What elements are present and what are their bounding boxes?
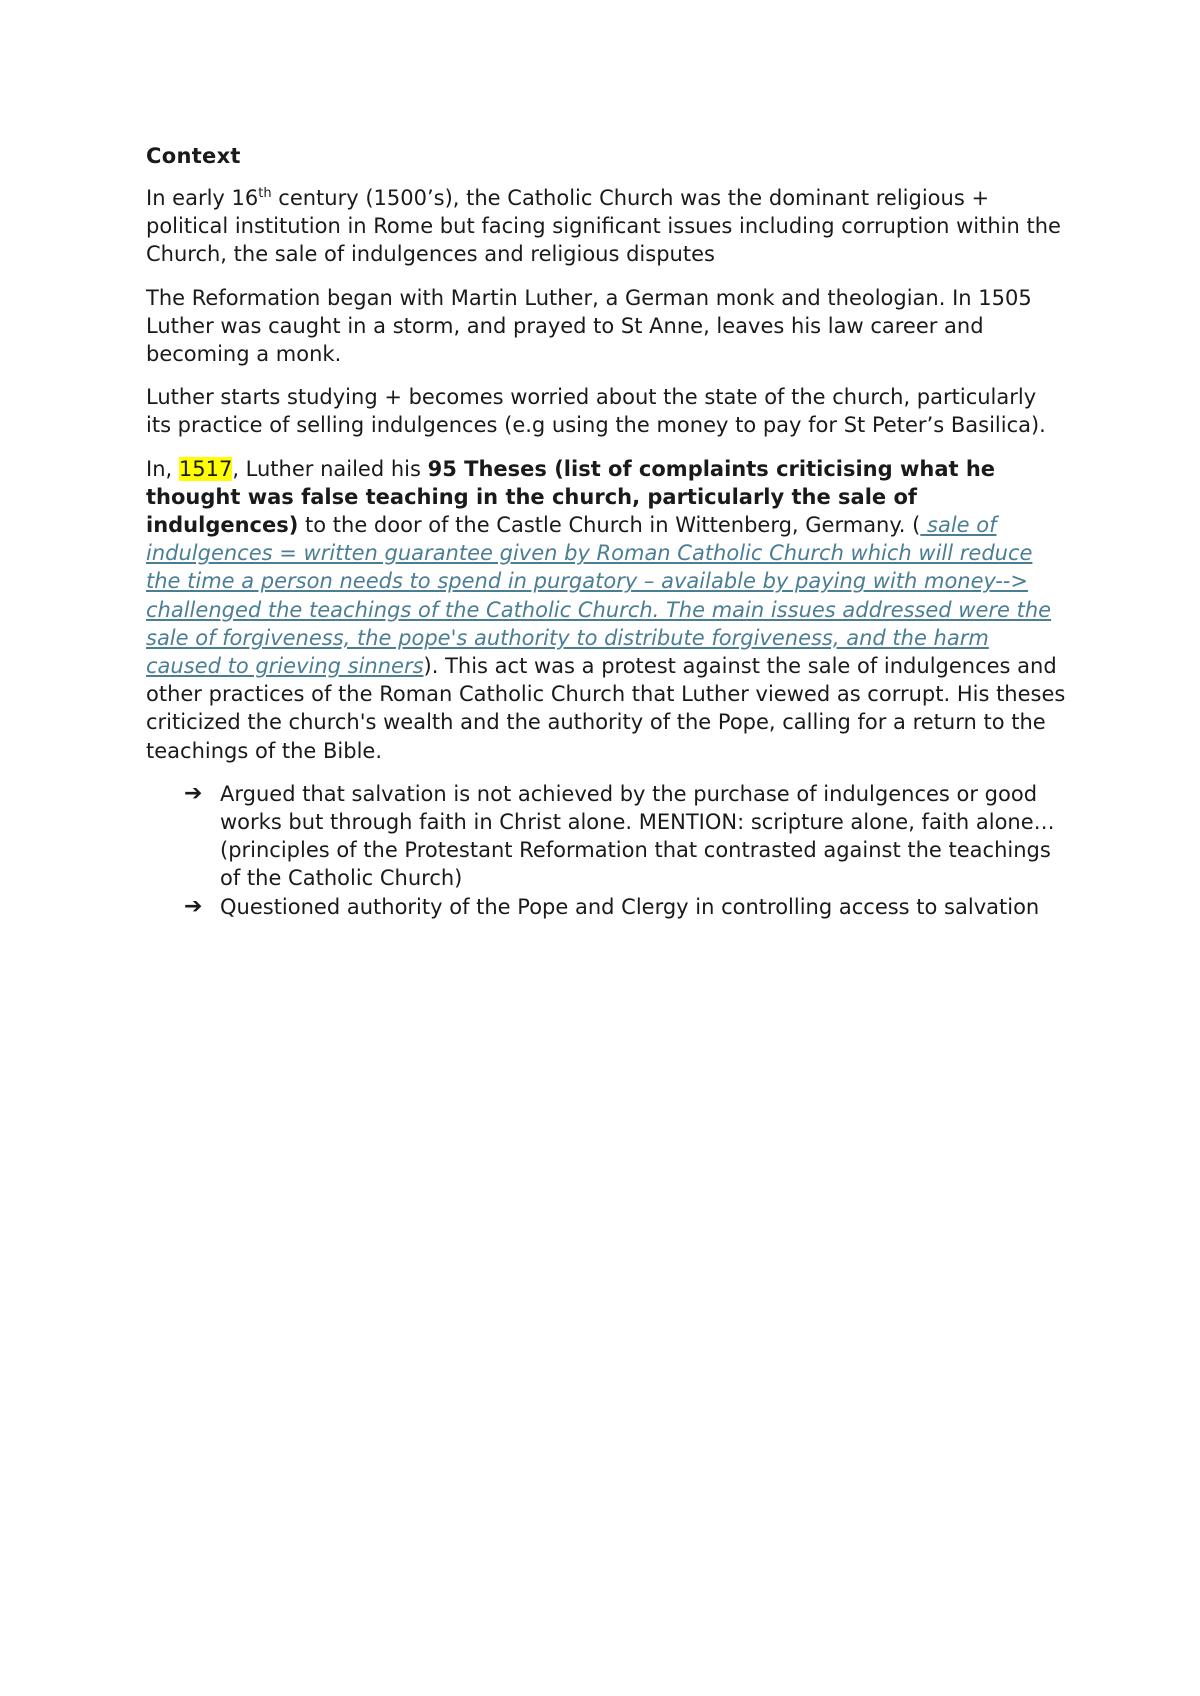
arrow-right-icon: ➔ <box>184 893 203 919</box>
list-item-text: Questioned authority of the Pope and Clergy in controlling access to salvation <box>220 894 1040 919</box>
paragraph-text: ). This act was a protest against the sale of indulgences and other practices of the Roman Catholic Church that Luther viewed as corrupt. His theses criticized the church's wealth and the authority of the Pope, calling for a return to the teachings of the Bible. <box>146 654 1066 763</box>
section-title: Context <box>146 144 241 168</box>
paragraph-text: , Luther nailed his <box>232 456 428 481</box>
paragraph-text: century (1500’s), the Catholic Church was the dominant religious + political institution in Rome but facing significant issues including corruption within the Church, the sale of indulgences and religious disputes <box>146 186 1061 267</box>
list-item-text: Argued that salvation is not achieved by the purchase of indulgences or good works but through faith in Christ alone. MENTION: scripture alone, faith alone… (principles of the Protestant Reformation that contrasted against the teachings of the Catholic Church) <box>220 781 1055 891</box>
annotation-note: sale of indulgences = written guarantee given by Roman Catholic Church which will reduce the time a person needs to spend in purgatory – available by paying with money--> challenged the teachings of the Catholic Church. The main issues addressed were the sale of forgiveness, the pope's authority to distribute forgiveness, and the harm caused to grieving sinners <box>146 513 1052 679</box>
list-item <box>184 893 1066 921</box>
superscript-ordinal: th <box>258 186 272 201</box>
paragraph-luther-studies: Luther starts studying + becomes worried about the state of the church, particularly its practice of selling indulgences (e.g using the money to pay for St Peter’s Basilica). <box>146 385 1046 438</box>
arrow-right-icon: ➔ <box>184 780 203 806</box>
paragraph-95-theses <box>146 455 1066 765</box>
list-item <box>184 780 1066 893</box>
bold-theses-text: 95 Theses (list of complaints criticising what he thought was false teaching in the church, particularly the sale of indulgences) <box>146 456 996 538</box>
paragraph-text: In, <box>146 456 179 481</box>
paragraph-text: to the door of the Castle Church in Wittenberg, Germany. ( <box>298 513 921 538</box>
paragraph-context <box>146 184 1066 269</box>
document-page <box>146 142 1066 921</box>
paragraph-text: In early 16 <box>146 186 259 210</box>
paragraph-reformation: The Reformation began with Martin Luther, a German monk and theologian. In 1505 Luther was caught in a storm, and prayed to St Anne, leaves his law career and becoming a monk. <box>146 285 1032 367</box>
highlighted-year: 1517 <box>178 456 233 481</box>
bullet-list <box>146 780 1066 921</box>
